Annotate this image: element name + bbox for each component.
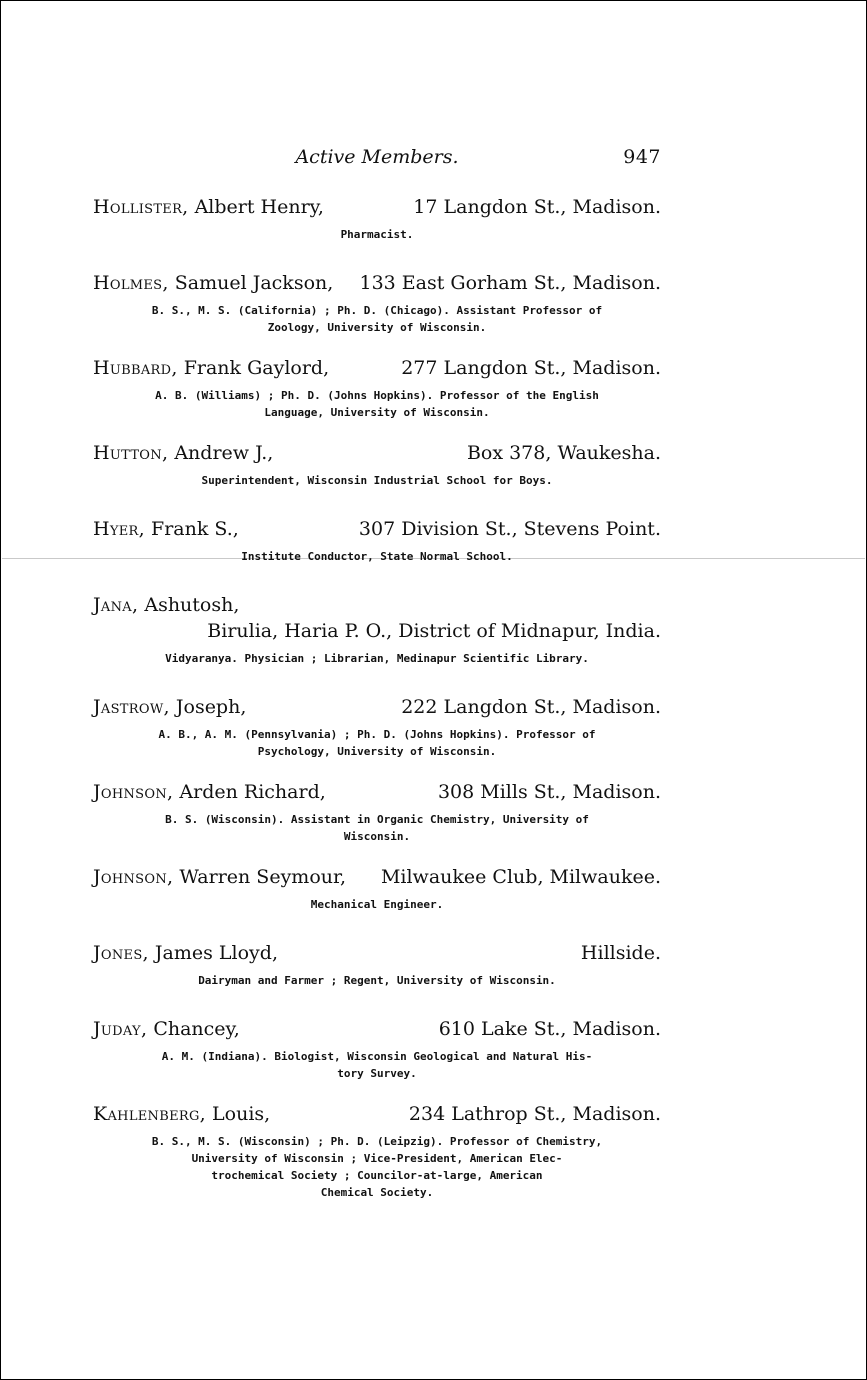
description-line: tory Survey. xyxy=(337,1067,417,1080)
member-surname: Holmes, xyxy=(93,272,169,294)
description-line: Wisconsin. xyxy=(343,830,411,843)
description-line: Psychology, University of Wisconsin. xyxy=(257,745,497,758)
entry-heading xyxy=(93,270,661,296)
member-given-name: Ashutosh, xyxy=(138,594,240,616)
member-given-name: Albert Henry, xyxy=(188,196,324,218)
description-line: A. M. (Indiana). Biologist, Wisconsin Geological and Natural His- xyxy=(161,1050,593,1063)
member-description xyxy=(119,650,635,667)
member-surname: Kahlenberg, xyxy=(93,1103,206,1125)
member-surname: Jones, xyxy=(93,942,149,964)
description-line: Chemical Society. xyxy=(320,1186,434,1199)
page-header xyxy=(93,144,661,174)
member-description xyxy=(119,726,635,760)
member-entry xyxy=(93,779,661,845)
member-given-name: Samuel Jackson, xyxy=(168,272,334,294)
member-name xyxy=(93,940,278,966)
member-name xyxy=(93,694,246,720)
member-entry xyxy=(93,592,661,667)
member-address: Birulia, Haria P. O., District of Midnapur, India. xyxy=(207,620,661,642)
member-address: 308 Mills St., Madison. xyxy=(437,781,661,803)
member-description xyxy=(119,548,635,565)
member-entry xyxy=(93,440,661,489)
member-entry xyxy=(93,1016,661,1082)
description-line: trochemical Society ; Councilor-at-large, American xyxy=(211,1169,543,1182)
member-description xyxy=(119,1048,635,1082)
entry-heading xyxy=(93,779,661,805)
member-surname: Juday, xyxy=(93,1018,148,1040)
member-address: 277 Langdon St., Madison. xyxy=(401,357,661,379)
description-line: A. B. (Williams) ; Ph. D. (Johns Hopkins). Professor of the English xyxy=(155,389,599,402)
member-address: Hillside. xyxy=(580,942,661,964)
description-line: A. B., A. M. (Pennsylvania) ; Ph. D. (Johns Hopkins). Professor of xyxy=(158,728,596,741)
member-given-name: James Lloyd, xyxy=(148,942,278,964)
entry-heading xyxy=(93,1016,661,1042)
member-given-name: Joseph, xyxy=(169,696,247,718)
member-given-name: Frank Gaylord, xyxy=(177,357,330,379)
member-description xyxy=(119,472,635,489)
entry-heading xyxy=(93,194,661,220)
description-line: Superintendent, Wisconsin Industrial School for Boys. xyxy=(201,474,553,487)
member-name xyxy=(93,355,329,381)
member-address: Milwaukee Club, Milwaukee. xyxy=(380,866,661,888)
member-entry xyxy=(93,270,661,336)
description-line: Zoology, University of Wisconsin. xyxy=(267,321,487,334)
description-line: B. S., M. S. (California) ; Ph. D. (Chicago). Assistant Professor of xyxy=(151,304,603,317)
member-list xyxy=(93,194,661,1201)
member-surname: Jastrow, xyxy=(93,696,170,718)
member-name xyxy=(93,194,324,220)
entry-heading xyxy=(93,592,661,618)
member-name xyxy=(93,440,273,466)
member-given-name: Andrew J., xyxy=(168,442,274,464)
description-line: Mechanical Engineer. xyxy=(310,898,444,911)
member-surname: Hubbard, xyxy=(93,357,178,379)
member-given-name: Frank S., xyxy=(144,518,239,540)
member-given-name: Arden Richard, xyxy=(173,781,326,803)
member-entry xyxy=(93,355,661,421)
member-surname: Hyer, xyxy=(93,518,145,540)
description-line: Vidyaranya. Physician ; Librarian, Medinapur Scientific Library. xyxy=(165,652,589,665)
description-line: Language, University of Wisconsin. xyxy=(264,406,490,419)
entry-heading xyxy=(93,1101,661,1127)
member-address: 307 Division St., Stevens Point. xyxy=(358,518,661,540)
member-description xyxy=(119,302,635,336)
description-line: B. S. (Wisconsin). Assistant in Organic Chemistry, University of xyxy=(165,813,589,826)
member-entry xyxy=(93,516,661,565)
member-entry xyxy=(93,194,661,243)
member-name xyxy=(93,1101,270,1127)
member-description xyxy=(119,896,635,913)
member-address: Box 378, Waukesha. xyxy=(466,442,661,464)
member-description xyxy=(119,387,635,421)
entry-heading xyxy=(93,516,661,542)
member-address: 17 Langdon St., Madison. xyxy=(413,196,661,218)
member-name xyxy=(93,864,346,890)
page-number: 947 xyxy=(623,146,661,168)
entry-heading xyxy=(93,694,661,720)
member-description xyxy=(119,226,635,243)
entry-heading xyxy=(93,864,661,890)
member-surname: Hutton, xyxy=(93,442,169,464)
member-name xyxy=(93,779,326,805)
running-title: Active Members. xyxy=(295,146,459,168)
member-description xyxy=(119,811,635,845)
member-given-name: Warren Seymour, xyxy=(173,866,347,888)
member-name xyxy=(93,594,239,616)
description-line: B. S., M. S. (Wisconsin) ; Ph. D. (Leipzig). Professor of Chemistry, xyxy=(151,1135,603,1148)
member-entry xyxy=(93,694,661,760)
member-entry xyxy=(93,864,661,913)
description-line: Pharmacist. xyxy=(340,228,414,241)
member-address: 133 East Gorham St., Madison. xyxy=(359,272,661,294)
entry-heading xyxy=(93,940,661,966)
description-line: University of Wisconsin ; Vice-President, American Elec- xyxy=(191,1152,563,1165)
member-surname: Johnson, xyxy=(93,781,174,803)
entry-heading xyxy=(93,355,661,381)
member-entry xyxy=(93,1101,661,1201)
member-entry xyxy=(93,940,661,989)
member-address: 234 Lathrop St., Madison. xyxy=(408,1103,661,1125)
member-surname: Johnson, xyxy=(93,866,174,888)
description-line: Institute Conductor, State Normal School. xyxy=(241,550,513,563)
description-line: Dairyman and Farmer ; Regent, University of Wisconsin. xyxy=(198,974,556,987)
member-address: 222 Langdon St., Madison. xyxy=(401,696,661,718)
member-description xyxy=(119,972,635,989)
entry-heading xyxy=(93,440,661,466)
member-description xyxy=(119,1133,635,1201)
member-name xyxy=(93,1016,240,1042)
member-given-name: Louis, xyxy=(205,1103,271,1125)
member-address: 610 Lake St., Madison. xyxy=(438,1018,661,1040)
member-name xyxy=(93,516,239,542)
member-given-name: Chancey, xyxy=(147,1018,240,1040)
member-name xyxy=(93,270,333,296)
member-surname: Jana, xyxy=(93,594,139,616)
member-surname: Hollister, xyxy=(93,196,189,218)
